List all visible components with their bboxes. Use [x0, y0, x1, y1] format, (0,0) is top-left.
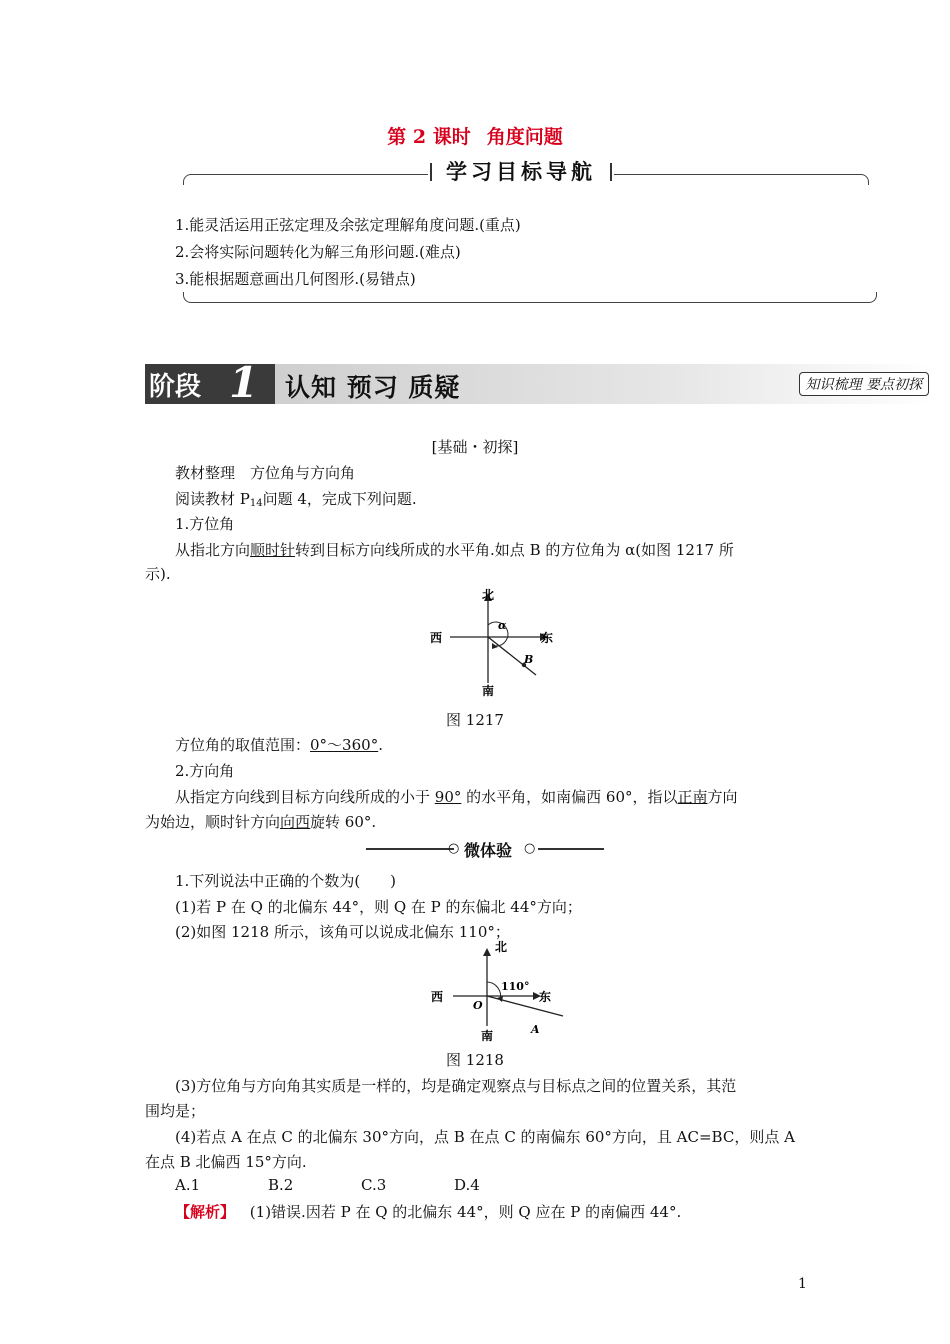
figure-1218: [425, 940, 570, 1045]
option-d: D.4: [454, 1176, 480, 1194]
azimuth-definition-cont: 示).: [145, 565, 171, 583]
question-stem: 1.下列说法中正确的个数为( ): [175, 872, 397, 890]
azimuth-text-a: 从指北方向: [175, 541, 251, 559]
direction-text-c: 方向: [707, 788, 738, 806]
basic-label: [基础・初探]: [431, 438, 519, 456]
direction-heading: 2.方向角: [175, 762, 235, 780]
direction-text-b: 的水平角，如南偏西 60°，指以: [461, 788, 678, 806]
option-a: A.1: [175, 1176, 201, 1194]
range-prefix: 方位角的取值范围：: [175, 736, 311, 754]
question-item-2: (2)如图 1218 所示，该角可以说成北偏东 110°；: [175, 923, 510, 941]
analysis-tag: 【解析】: [175, 1203, 236, 1221]
question-item-1: (1)若 P 在 Q 的北偏东 44°，则 Q 在 P 的东偏北 44°方向；: [175, 898, 582, 916]
azimuth-definition: [175, 539, 734, 560]
fig1218-angle-label: 110°: [501, 980, 530, 993]
question-item-4-cont: 在点 B 北偏西 15°方向.: [145, 1153, 307, 1171]
figure-1217-caption: 图 1217: [446, 711, 504, 729]
read-instruction: [175, 488, 417, 509]
range-value: 0°～360°: [310, 736, 379, 754]
direction-text-a: 从指定方向线到目标方向线所成的小于: [175, 788, 435, 806]
figure-1217: [420, 585, 560, 700]
read-suffix: 问题 4，完成下列问题.: [262, 490, 417, 508]
exercise-divider-right: [538, 848, 604, 850]
stage-banner: [145, 358, 935, 407]
stage-tag: 知识梳理 要点初探: [799, 372, 929, 396]
direction-text-e: 旋转 60°.: [310, 813, 377, 831]
question-item-3: (3)方位角与方向角其实质是一样的，均是确定观察点与目标点之间的位置关系，其范: [175, 1077, 737, 1095]
figure-1218-caption: 图 1218: [446, 1051, 504, 1069]
direction-text-d: 为始边，顺时针方向: [145, 813, 281, 831]
fig1218-south-label: 南: [481, 1029, 494, 1043]
exercise-bullet-right: ○: [524, 841, 536, 856]
stage-title: 认知 预习 质疑: [285, 373, 461, 402]
fig1217-b-label: B: [524, 653, 534, 666]
direction-underline-2: 正南: [677, 788, 708, 806]
goal-item-2: 2.会将实际问题转化为解三角形问题.(难点): [175, 243, 461, 261]
fig1217-south-label: 南: [482, 684, 495, 698]
fig1218-west-label: 西: [431, 990, 444, 1004]
question-item-3-cont: 围均是；: [145, 1102, 206, 1120]
stage-number: 1: [229, 358, 259, 407]
fig1217-north-label: 北: [482, 588, 495, 602]
page-number: 1: [798, 1276, 807, 1292]
direction-definition: [175, 786, 738, 807]
fig1217-west-label: 西: [430, 631, 443, 645]
stage-label: 阶段: [149, 372, 202, 402]
analysis: [175, 1201, 681, 1222]
read-prefix: 阅读教材 P: [175, 490, 250, 508]
azimuth-heading: 1.方位角: [175, 515, 235, 533]
exercise-label: 微体验: [464, 841, 513, 860]
goals-heading: 学习目标导航: [428, 157, 614, 187]
fig1218-north-label: 北: [495, 940, 508, 954]
goal-item-1: 1.能灵活运用正弦定理及余弦定理解角度问题.(重点): [175, 216, 521, 234]
azimuth-underline: 顺时针: [250, 541, 296, 559]
exercise-divider-left: [366, 848, 454, 850]
direction-underline-3: 向西: [280, 813, 311, 831]
analysis-text: (1)错误.因若 P 在 Q 的北偏东 44°，则 Q 应在 P 的南偏西 44°.: [249, 1203, 682, 1221]
fig1218-origin-label: O: [473, 999, 483, 1012]
lesson-topic: 角度问题: [486, 126, 563, 148]
page-title: [0, 122, 950, 149]
exercise-bullet-left: ○: [448, 841, 460, 856]
fig1218-north-arrow: [483, 948, 491, 956]
fig1217-alpha-label: α: [498, 619, 507, 632]
goals-frame-bottom: [183, 292, 877, 303]
fig1218-a-label: A: [531, 1023, 540, 1036]
goal-item-3: 3.能根据题意画出几何图形.(易错点): [175, 270, 416, 288]
azimuth-range: [175, 734, 383, 755]
fig1217-east-label: 东: [541, 631, 554, 645]
range-suffix: .: [378, 736, 383, 754]
direction-underline-1: 90°: [434, 788, 462, 806]
direction-definition-cont: [145, 811, 376, 832]
azimuth-text-b: 转到目标方向线所成的水平角.如点 B 的方位角为 α(如图 1217 所: [295, 541, 734, 559]
fig1218-east-label: 东: [539, 990, 552, 1004]
option-c: C.3: [361, 1176, 387, 1194]
question-item-4: (4)若点 A 在点 C 的北偏东 30°方向，点 B 在点 C 的南偏东 60°方向，且 AC=BC，则点 A: [175, 1128, 795, 1146]
lesson-number: 第 2 课时: [387, 126, 471, 148]
option-b: B.2: [268, 1176, 294, 1194]
section-heading: 教材整理 方位角与方向角: [175, 464, 356, 482]
read-page-sub: 14: [249, 498, 263, 509]
